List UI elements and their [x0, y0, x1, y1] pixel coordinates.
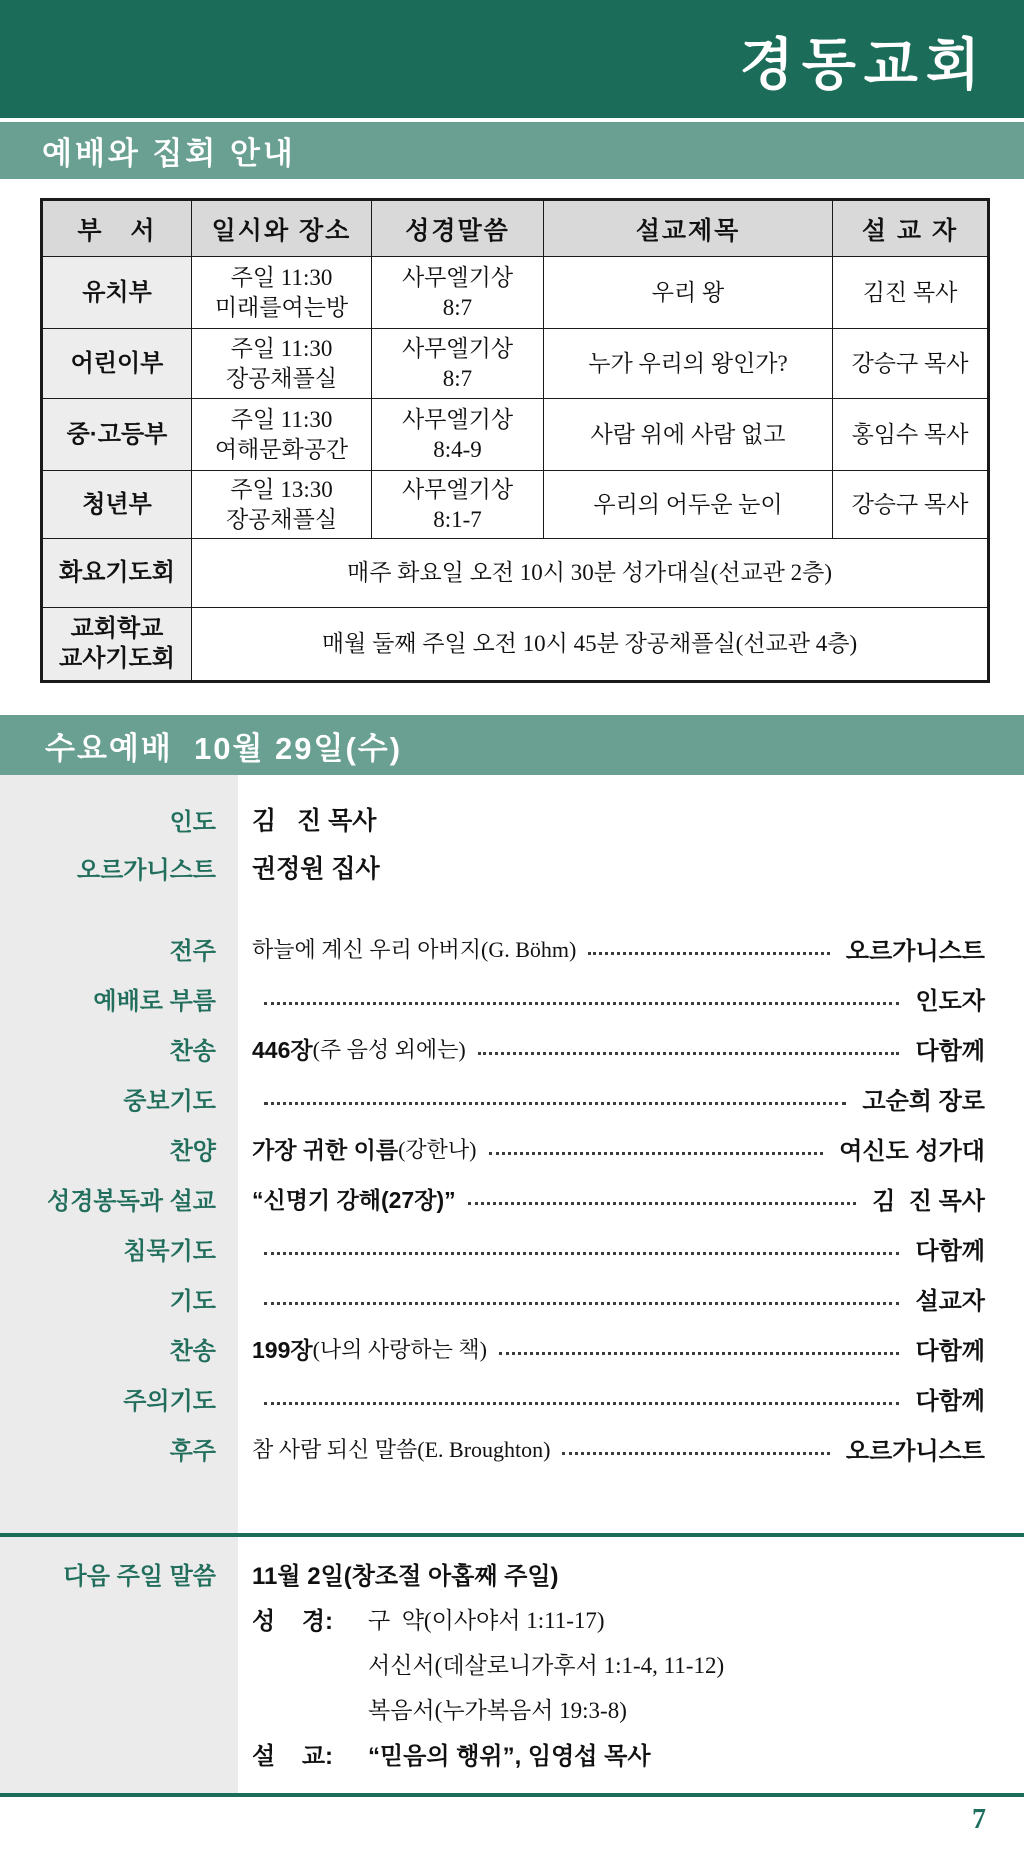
- dotted-leader: [468, 1202, 857, 1205]
- dept-cell: 화요기도회: [42, 539, 192, 608]
- notice-cell: 매월 둘째 주일 오전 10시 45분 장공채플실(선교관 4층): [192, 608, 989, 682]
- performer-name: 오르가니스트: [845, 937, 985, 965]
- scripture-key: 성 경:: [252, 1608, 334, 1635]
- order-value-bold: 446장: [252, 1036, 313, 1063]
- sermon-title-cell: 우리의 어두운 눈이: [544, 471, 833, 539]
- preacher-cell: 강승구 목사: [833, 329, 989, 399]
- performer-name: 다함께: [915, 1037, 985, 1065]
- performer-name: 김 진 목사: [872, 1187, 985, 1215]
- col-header-title: 설교제목: [544, 200, 833, 257]
- dept-cell: 중·고등부: [42, 399, 192, 471]
- table-notice-row: [42, 539, 989, 608]
- preacher-cell: 김진 목사: [833, 257, 989, 329]
- worship-order-row: [0, 1223, 1024, 1273]
- scripture-cell: 사무엘기상 8:7: [372, 329, 544, 399]
- dotted-leader: [489, 1152, 824, 1155]
- time-cell: 주일 11:30 미래를여는방: [192, 257, 372, 329]
- footer-rule-line: [0, 1793, 1024, 1797]
- spacer: [0, 1473, 1024, 1551]
- dotted-leader: [588, 952, 830, 955]
- sermon-title-cell: 누가 우리의 왕인가?: [544, 329, 833, 399]
- order-value: (나의 사랑하는 책): [312, 1336, 488, 1362]
- performer-name: 여신도 성가대: [839, 1137, 985, 1165]
- order-label: 찬양: [169, 1137, 216, 1165]
- dept-cell: 청년부: [42, 471, 192, 539]
- worship-order-row: [0, 1373, 1024, 1423]
- dept-cell: 유치부: [42, 257, 192, 329]
- order-label: 찬송: [169, 1037, 216, 1065]
- scripture-epistle: 서신서(데살로니가후서 1:1-4, 11-12): [368, 1653, 725, 1678]
- table-notice-row: [42, 608, 989, 682]
- dotted-leader: [264, 1402, 899, 1405]
- table-header-row: [42, 200, 989, 257]
- page-number: 7: [972, 1804, 986, 1835]
- performer-name: 고순희 장로: [862, 1087, 985, 1115]
- section-title: 수요예배 10월 29일(수): [45, 730, 403, 766]
- dotted-leader: [264, 1002, 899, 1005]
- worship-order-row: [0, 1073, 1024, 1123]
- order-label: 인도: [169, 808, 216, 836]
- next-week-row: [0, 1596, 1024, 1641]
- next-week-date: 11월 2일(창조절 아홉째 주일): [252, 1563, 559, 1590]
- table-row: [42, 399, 989, 471]
- order-value-bold: 199장: [252, 1336, 313, 1363]
- performer-name: 다함께: [915, 1337, 985, 1365]
- worship-order-row: [0, 1123, 1024, 1173]
- next-week-row: [0, 1551, 1024, 1596]
- order-label: 후주: [169, 1437, 216, 1465]
- wednesday-worship-order: [0, 775, 1024, 1793]
- sermon-key: 설 교:: [252, 1743, 334, 1770]
- col-header-scripture: 성경말씀: [372, 200, 544, 257]
- order-label: 중보기도: [123, 1087, 216, 1115]
- col-header-time: 일시와 장소: [192, 200, 372, 257]
- performer-name: 다함께: [915, 1387, 985, 1415]
- table-row: [42, 471, 989, 539]
- col-header-dept: 부 서: [42, 200, 192, 257]
- next-week-row: [0, 1641, 1024, 1686]
- order-value: (주 음성 외에는): [312, 1036, 466, 1062]
- performer-name: 인도자: [915, 987, 985, 1015]
- worship-info-table: [40, 198, 990, 683]
- time-cell: 주일 11:30 장공채플실: [192, 329, 372, 399]
- dotted-leader: [264, 1252, 899, 1255]
- performer-name: 오르가니스트: [845, 1437, 985, 1465]
- section-header-worship-info: [0, 122, 1024, 179]
- order-label: 침묵기도: [123, 1237, 216, 1265]
- worship-order-row: [0, 1323, 1024, 1373]
- worship-order-row: [0, 1173, 1024, 1223]
- scripture-gospel: 복음서(누가복음서 19:3-8): [368, 1698, 627, 1723]
- performer-name: 다함께: [915, 1237, 985, 1265]
- sermon-title-cell: 우리 왕: [544, 257, 833, 329]
- dotted-leader: [264, 1302, 899, 1305]
- performer-name: 설교자: [915, 1287, 985, 1315]
- scripture-cell: 사무엘기상 8:1-7: [372, 471, 544, 539]
- order-label: 기도: [169, 1287, 216, 1315]
- dotted-leader: [562, 1452, 829, 1455]
- sermon-title-cell: 사람 위에 사람 없고: [544, 399, 833, 471]
- order-label: 성경봉독과 설교: [47, 1187, 216, 1215]
- section-divider-line: [0, 1533, 1024, 1537]
- next-week-row: [0, 1686, 1024, 1731]
- preacher-cell: 강승구 목사: [833, 471, 989, 539]
- notice-cell: 매주 화요일 오전 10시 30분 성가대실(선교관 2층): [192, 539, 989, 608]
- scripture-cell: 사무엘기상 8:7: [372, 257, 544, 329]
- spacer: [0, 891, 1024, 923]
- dotted-leader: [264, 1102, 846, 1105]
- dept-cell: 어린이부: [42, 329, 192, 399]
- person-name: 권정원 집사: [252, 855, 380, 883]
- dotted-leader: [478, 1052, 900, 1055]
- preacher-cell: 홍임수 목사: [833, 399, 989, 471]
- section-title: 예배와 집회 안내: [42, 136, 296, 171]
- order-value: 참 사람 되신 말씀(E. Broughton): [252, 1436, 551, 1462]
- order-label: 오르가니스트: [76, 856, 216, 884]
- dotted-leader: [499, 1352, 899, 1355]
- order-label: 주의기도: [123, 1387, 216, 1415]
- top-header-bar: [0, 0, 1024, 118]
- col-header-preacher: 설 교 자: [833, 200, 989, 257]
- worship-order-row: [0, 1423, 1024, 1473]
- order-value-bold: “신명기 강해(27장)”: [252, 1186, 456, 1213]
- dept-cell: 교회학교 교사기도회: [42, 608, 192, 682]
- worship-order-row: [0, 1273, 1024, 1323]
- table-row: [42, 329, 989, 399]
- order-value: 하늘에 계신 우리 아버지(G. Böhm): [252, 936, 577, 962]
- order-label: 찬송: [169, 1337, 216, 1365]
- order-value: (강한나): [398, 1136, 477, 1162]
- next-week-row: [0, 1731, 1024, 1776]
- worship-order-row: [0, 923, 1024, 973]
- order-label: 전주: [169, 937, 216, 965]
- worship-order-row: [0, 973, 1024, 1023]
- worship-order-row: [0, 1023, 1024, 1073]
- table-row: [42, 257, 989, 329]
- worship-leader-row: [0, 795, 1024, 843]
- church-logo: 경동교회: [739, 35, 988, 97]
- order-label: 예배로 부름: [93, 987, 216, 1015]
- worship-leader-row: [0, 843, 1024, 891]
- order-value-bold: 가장 귀한 이름: [252, 1136, 399, 1163]
- person-name: 김 진 목사: [252, 807, 377, 835]
- scripture-old-testament: 구 약(이사야서 1:11-17): [368, 1608, 605, 1633]
- next-week-label: 다음 주일 말씀: [63, 1563, 216, 1590]
- time-cell: 주일 11:30 여해문화공간: [192, 399, 372, 471]
- sermon-title-and-preacher: “믿음의 행위”, 임영섭 목사: [368, 1743, 651, 1770]
- scripture-cell: 사무엘기상 8:4-9: [372, 399, 544, 471]
- time-cell: 주일 13:30 장공채플실: [192, 471, 372, 539]
- section-header-wednesday-service: [0, 715, 1024, 775]
